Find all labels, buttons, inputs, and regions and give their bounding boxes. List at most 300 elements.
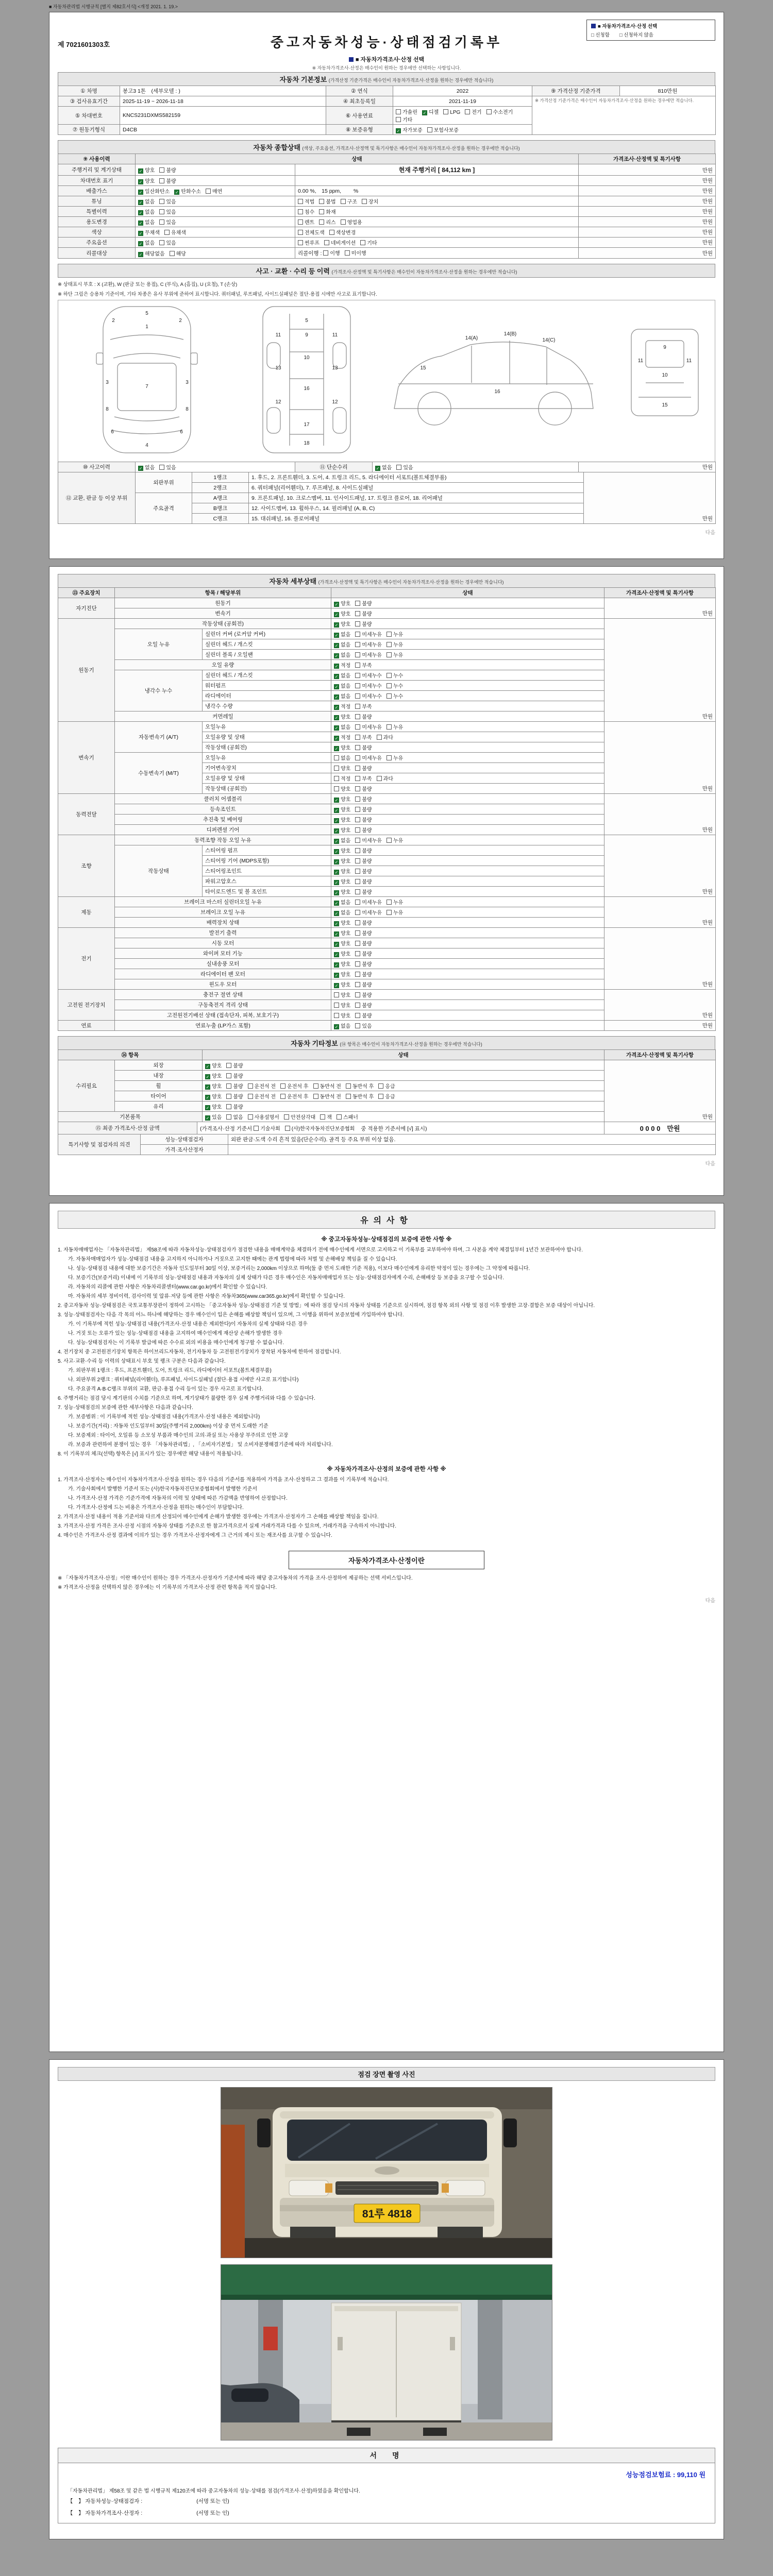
option-전기[interactable] — [465, 108, 481, 115]
checked-checkbox-icon[interactable] — [334, 849, 339, 854]
option-동반석 전[interactable] — [313, 1092, 341, 1100]
unchecked-checkbox-icon[interactable] — [170, 251, 175, 256]
option-없음[interactable] — [334, 836, 350, 844]
unchecked-checkbox-icon[interactable] — [355, 755, 360, 760]
option-양호[interactable] — [205, 1103, 222, 1110]
option-불량[interactable] — [355, 609, 372, 617]
option-있음[interactable] — [355, 1022, 372, 1029]
option-미세누수[interactable] — [355, 692, 382, 700]
unchecked-checkbox-icon[interactable] — [284, 1114, 289, 1120]
appraiser-signature-line[interactable]: 【 】 자동차가격조사·산정자 : (서명 또는 인) — [68, 2510, 229, 2516]
option-화재[interactable] — [319, 208, 335, 215]
checked-checkbox-icon[interactable] — [334, 664, 339, 669]
option-없음[interactable] — [138, 463, 155, 471]
option-잭[interactable] — [320, 1113, 332, 1121]
option-영업용[interactable] — [341, 218, 362, 226]
option-불량[interactable] — [355, 785, 372, 792]
unchecked-checkbox-icon[interactable] — [345, 250, 350, 256]
unchecked-checkbox-icon[interactable] — [159, 199, 164, 204]
option-양호[interactable] — [205, 1092, 222, 1100]
option-응급[interactable] — [378, 1082, 395, 1090]
checked-checkbox-icon[interactable] — [334, 674, 339, 679]
option-있음[interactable] — [205, 1113, 222, 1121]
option-없음[interactable] — [334, 1022, 350, 1029]
option-가솔린[interactable] — [396, 108, 417, 115]
unchecked-checkbox-icon[interactable] — [396, 465, 401, 470]
checked-checkbox-icon[interactable] — [334, 705, 339, 710]
unchecked-checkbox-icon[interactable] — [334, 992, 339, 997]
unchecked-checkbox-icon[interactable] — [386, 900, 392, 905]
option-불량[interactable] — [355, 991, 372, 998]
unchecked-checkbox-icon[interactable] — [334, 786, 339, 791]
option-없음[interactable] — [334, 682, 350, 689]
checked-checkbox-icon[interactable] — [138, 231, 143, 236]
unchecked-checkbox-icon[interactable] — [355, 961, 360, 967]
option-양호[interactable] — [334, 929, 350, 937]
unchecked-checkbox-icon[interactable] — [355, 673, 360, 678]
unchecked-checkbox-icon[interactable] — [319, 209, 324, 214]
option-미이행[interactable] — [345, 249, 366, 257]
unchecked-checkbox-icon[interactable] — [386, 910, 392, 915]
option-양호[interactable] — [138, 166, 155, 174]
option-누유[interactable] — [386, 898, 403, 906]
unchecked-checkbox-icon[interactable] — [355, 663, 360, 668]
unchecked-checkbox-icon[interactable] — [355, 807, 360, 812]
option-미세누수[interactable] — [355, 671, 382, 679]
option-적정[interactable] — [334, 702, 350, 710]
unchecked-checkbox-icon[interactable] — [226, 1083, 231, 1089]
option-양호[interactable] — [334, 764, 350, 772]
option-양호[interactable] — [334, 857, 350, 865]
checked-checkbox-icon[interactable] — [422, 110, 427, 115]
unchecked-checkbox-icon[interactable] — [226, 1104, 231, 1109]
checked-checkbox-icon[interactable] — [138, 168, 143, 174]
checked-checkbox-icon[interactable] — [334, 622, 339, 628]
option-양호[interactable] — [205, 1061, 222, 1069]
unchecked-checkbox-icon[interactable] — [355, 693, 360, 699]
unchecked-checkbox-icon[interactable] — [355, 827, 360, 833]
unchecked-checkbox-icon[interactable] — [386, 673, 392, 678]
unchecked-checkbox-icon[interactable] — [248, 1083, 253, 1089]
unchecked-checkbox-icon[interactable] — [280, 1094, 285, 1099]
unchecked-checkbox-icon[interactable] — [346, 1083, 351, 1089]
unchecked-checkbox-icon[interactable] — [465, 109, 470, 114]
checked-checkbox-icon[interactable] — [334, 870, 339, 875]
checked-checkbox-icon[interactable] — [334, 643, 339, 648]
unchecked-checkbox-icon[interactable] — [334, 776, 339, 781]
unchecked-checkbox-icon[interactable] — [159, 219, 164, 225]
checked-checkbox-icon[interactable] — [138, 190, 143, 195]
checked-checkbox-icon[interactable] — [334, 808, 339, 813]
option-네비게이션[interactable] — [324, 239, 356, 246]
unchecked-checkbox-icon[interactable] — [396, 117, 401, 122]
option-스패너[interactable] — [337, 1113, 358, 1121]
option-운전석 후[interactable] — [280, 1092, 308, 1100]
checked-checkbox-icon[interactable] — [334, 839, 339, 844]
checked-checkbox-icon[interactable] — [205, 1095, 210, 1100]
option-불량[interactable] — [355, 980, 372, 988]
option-썬루프[interactable] — [298, 239, 320, 246]
option-동반석 후[interactable] — [346, 1082, 374, 1090]
unchecked-checkbox-icon[interactable] — [337, 1114, 342, 1120]
option-유채색[interactable] — [164, 228, 186, 236]
option-미세누수[interactable] — [355, 682, 382, 689]
option-해당[interactable] — [170, 249, 186, 257]
option-양호[interactable] — [334, 939, 350, 947]
option-없음[interactable] — [334, 640, 350, 648]
unchecked-checkbox-icon[interactable] — [324, 240, 329, 245]
unchecked-checkbox-icon[interactable] — [355, 972, 360, 977]
checked-checkbox-icon[interactable] — [334, 911, 339, 916]
unchecked-checkbox-icon[interactable] — [159, 209, 164, 214]
unchecked-checkbox-icon[interactable] — [355, 920, 360, 925]
unchecked-checkbox-icon[interactable] — [360, 240, 365, 245]
option-불량[interactable] — [355, 795, 372, 803]
option-불량[interactable] — [226, 1092, 243, 1100]
unchecked-checkbox-icon[interactable] — [280, 1083, 285, 1089]
unchecked-checkbox-icon[interactable] — [378, 1094, 383, 1099]
unchecked-checkbox-icon[interactable] — [298, 209, 303, 214]
unchecked-checkbox-icon[interactable] — [206, 189, 211, 194]
checked-checkbox-icon[interactable] — [334, 715, 339, 720]
unchecked-checkbox-icon[interactable] — [355, 745, 360, 750]
option-불량[interactable] — [355, 970, 372, 978]
option-누유[interactable] — [386, 723, 403, 731]
option-누유[interactable] — [386, 754, 403, 761]
option-양호[interactable] — [334, 980, 350, 988]
option-미세누유[interactable] — [355, 723, 382, 731]
option-침수[interactable] — [298, 208, 314, 215]
unchecked-checkbox-icon[interactable] — [355, 889, 360, 894]
option-양호[interactable] — [334, 743, 350, 751]
option-양호[interactable] — [334, 795, 350, 803]
unchecked-checkbox-icon[interactable] — [378, 1083, 383, 1089]
option-수소전기[interactable] — [486, 108, 513, 115]
checked-checkbox-icon[interactable] — [375, 466, 380, 471]
option-불량[interactable] — [355, 620, 372, 628]
option-불량[interactable] — [355, 713, 372, 720]
option-양호[interactable] — [334, 816, 350, 823]
unchecked-checkbox-icon[interactable] — [320, 1114, 325, 1120]
option-적정[interactable] — [334, 774, 350, 782]
checked-checkbox-icon[interactable] — [334, 746, 339, 751]
option-box-choices[interactable]: □ 신청함 □ 신청하지 않음 — [591, 32, 653, 38]
option-구조[interactable] — [341, 197, 357, 205]
unchecked-checkbox-icon[interactable] — [334, 1003, 339, 1008]
unchecked-checkbox-icon[interactable] — [355, 838, 360, 843]
option-양호[interactable] — [334, 805, 350, 813]
option-누수[interactable] — [386, 682, 403, 689]
option-불량[interactable] — [355, 950, 372, 957]
unchecked-checkbox-icon[interactable] — [355, 786, 360, 791]
checked-checkbox-icon[interactable] — [334, 962, 339, 968]
checked-checkbox-icon[interactable] — [334, 859, 339, 865]
checked-checkbox-icon[interactable] — [334, 725, 339, 731]
option-미세누유[interactable] — [355, 898, 382, 906]
unchecked-checkbox-icon[interactable] — [355, 900, 360, 905]
option-없음[interactable] — [334, 671, 350, 679]
checked-checkbox-icon[interactable] — [205, 1115, 210, 1121]
option-있음[interactable] — [159, 218, 176, 226]
option-부족[interactable] — [355, 661, 372, 669]
unchecked-checkbox-icon[interactable] — [355, 930, 360, 936]
option-미세누유[interactable] — [355, 836, 382, 844]
unchecked-checkbox-icon[interactable] — [355, 611, 360, 616]
unchecked-checkbox-icon[interactable] — [329, 230, 334, 235]
option-운전석 전[interactable] — [248, 1082, 276, 1090]
option-탄화수소[interactable] — [174, 187, 201, 195]
unchecked-checkbox-icon[interactable] — [313, 1094, 318, 1099]
unchecked-checkbox-icon[interactable] — [341, 219, 346, 225]
option-불량[interactable] — [355, 939, 372, 947]
unchecked-checkbox-icon[interactable] — [386, 724, 392, 730]
unchecked-checkbox-icon[interactable] — [334, 1013, 339, 1018]
checked-checkbox-icon[interactable] — [138, 200, 143, 205]
checked-checkbox-icon[interactable] — [334, 942, 339, 947]
option-리스[interactable] — [319, 218, 335, 226]
unchecked-checkbox-icon[interactable] — [377, 735, 382, 740]
option-적정[interactable] — [334, 733, 350, 741]
checked-checkbox-icon[interactable] — [334, 952, 339, 957]
option-보험사보증[interactable] — [427, 126, 459, 133]
unchecked-checkbox-icon[interactable] — [355, 652, 360, 657]
option-없음[interactable] — [334, 723, 350, 731]
option-미세누유[interactable] — [355, 908, 382, 916]
checked-checkbox-icon[interactable] — [334, 602, 339, 607]
unchecked-checkbox-icon[interactable] — [226, 1063, 231, 1068]
option-누유[interactable] — [386, 836, 403, 844]
option-안전삼각대[interactable] — [284, 1113, 315, 1121]
checked-checkbox-icon[interactable] — [334, 931, 339, 937]
checked-checkbox-icon[interactable] — [174, 190, 179, 195]
option-누유[interactable] — [386, 630, 403, 638]
checked-checkbox-icon[interactable] — [138, 466, 143, 471]
unchecked-checkbox-icon[interactable] — [355, 1023, 360, 1028]
option-누유[interactable] — [386, 908, 403, 916]
option-있음[interactable] — [159, 239, 176, 246]
option-불량[interactable] — [355, 743, 372, 751]
option-불량[interactable] — [226, 1103, 243, 1110]
option-불량[interactable] — [226, 1072, 243, 1079]
unchecked-checkbox-icon[interactable] — [164, 230, 170, 235]
option-무채색[interactable] — [138, 228, 160, 236]
option-양호[interactable] — [334, 919, 350, 926]
option-불량[interactable] — [355, 1001, 372, 1009]
option-적정[interactable] — [334, 661, 350, 669]
unchecked-checkbox-icon[interactable] — [355, 642, 360, 647]
unchecked-checkbox-icon[interactable] — [159, 240, 164, 245]
unchecked-checkbox-icon[interactable] — [355, 951, 360, 956]
option-디젤[interactable] — [422, 108, 439, 115]
option-불량[interactable] — [355, 929, 372, 937]
unchecked-checkbox-icon[interactable] — [355, 910, 360, 915]
unchecked-checkbox-icon[interactable] — [226, 1073, 231, 1078]
unchecked-checkbox-icon[interactable] — [313, 1083, 318, 1089]
option-있음[interactable] — [159, 197, 176, 205]
unchecked-checkbox-icon[interactable] — [285, 1126, 290, 1131]
option-불량[interactable] — [159, 177, 176, 184]
unchecked-checkbox-icon[interactable] — [334, 766, 339, 771]
unchecked-checkbox-icon[interactable] — [248, 1114, 253, 1120]
unchecked-checkbox-icon[interactable] — [355, 621, 360, 626]
option-양호[interactable] — [205, 1082, 222, 1090]
option-불법[interactable] — [319, 197, 335, 205]
unchecked-checkbox-icon[interactable] — [377, 776, 382, 781]
option-양호[interactable] — [334, 960, 350, 968]
option-누수[interactable] — [386, 692, 403, 700]
unchecked-checkbox-icon[interactable] — [362, 199, 367, 204]
option-양호[interactable] — [334, 713, 350, 720]
unchecked-checkbox-icon[interactable] — [427, 127, 432, 132]
checked-checkbox-icon[interactable] — [334, 901, 339, 906]
option-없음[interactable] — [334, 692, 350, 700]
unchecked-checkbox-icon[interactable] — [355, 632, 360, 637]
option-부족[interactable] — [355, 702, 372, 710]
unchecked-checkbox-icon[interactable] — [355, 941, 360, 946]
option-자가보증[interactable] — [396, 126, 423, 133]
option-해당없음[interactable] — [138, 249, 165, 257]
option-양호[interactable] — [334, 1011, 350, 1019]
option-색상변경[interactable] — [329, 228, 356, 236]
unchecked-checkbox-icon[interactable] — [355, 848, 360, 853]
option-불량[interactable] — [355, 867, 372, 875]
checked-checkbox-icon[interactable] — [334, 684, 339, 689]
option-불량[interactable] — [355, 805, 372, 813]
option-이행[interactable] — [323, 249, 340, 257]
checked-checkbox-icon[interactable] — [205, 1084, 210, 1090]
unchecked-checkbox-icon[interactable] — [226, 1094, 231, 1099]
option-없음[interactable] — [226, 1113, 243, 1121]
option-불량[interactable] — [226, 1061, 243, 1069]
option-없음[interactable] — [138, 208, 155, 215]
option-부족[interactable] — [355, 774, 372, 782]
option-과다[interactable] — [377, 774, 393, 782]
unchecked-checkbox-icon[interactable] — [355, 982, 360, 987]
option-양호[interactable] — [334, 826, 350, 834]
unchecked-checkbox-icon[interactable] — [341, 199, 346, 204]
option-있음[interactable] — [159, 208, 176, 215]
unchecked-checkbox-icon[interactable] — [298, 219, 303, 225]
option-없음[interactable] — [375, 463, 392, 471]
option-양호[interactable] — [138, 177, 155, 184]
option-양호[interactable] — [334, 599, 350, 607]
option-양호[interactable] — [334, 950, 350, 957]
unchecked-checkbox-icon[interactable] — [355, 817, 360, 822]
option-부족[interactable] — [355, 733, 372, 741]
option-불량[interactable] — [355, 919, 372, 926]
option-양호[interactable] — [334, 620, 350, 628]
checked-checkbox-icon[interactable] — [334, 973, 339, 978]
option-불량[interactable] — [355, 888, 372, 895]
option-불량[interactable] — [355, 877, 372, 885]
unchecked-checkbox-icon[interactable] — [334, 755, 339, 760]
inspector-signature-line[interactable]: 【 】 자동차성능·상태점검자 : (서명 또는 인) — [68, 2498, 229, 2504]
option-없음[interactable] — [334, 651, 350, 658]
unchecked-checkbox-icon[interactable] — [443, 109, 448, 114]
unchecked-checkbox-icon[interactable] — [386, 642, 392, 647]
unchecked-checkbox-icon[interactable] — [386, 693, 392, 699]
unchecked-checkbox-icon[interactable] — [159, 465, 164, 470]
checked-checkbox-icon[interactable] — [334, 694, 339, 700]
option-있음[interactable] — [396, 463, 413, 471]
checked-checkbox-icon[interactable] — [334, 736, 339, 741]
option-미세누유[interactable] — [355, 754, 382, 761]
option-없음[interactable] — [334, 908, 350, 916]
option-운전석 후[interactable] — [280, 1082, 308, 1090]
unchecked-checkbox-icon[interactable] — [386, 652, 392, 657]
option-없음[interactable] — [138, 239, 155, 246]
option-불량[interactable] — [355, 857, 372, 865]
checked-checkbox-icon[interactable] — [334, 798, 339, 803]
checked-checkbox-icon[interactable] — [205, 1105, 210, 1110]
option-불량[interactable] — [355, 826, 372, 834]
option-사용설명서[interactable] — [248, 1113, 279, 1121]
unchecked-checkbox-icon[interactable] — [355, 704, 360, 709]
option-(사)한국자동차진단보증협회[interactable] — [285, 1124, 355, 1132]
unchecked-checkbox-icon[interactable] — [355, 714, 360, 719]
unchecked-checkbox-icon[interactable] — [355, 601, 360, 606]
checked-checkbox-icon[interactable] — [138, 221, 143, 226]
option-없음[interactable] — [334, 630, 350, 638]
option-누유[interactable] — [386, 640, 403, 648]
unchecked-checkbox-icon[interactable] — [386, 755, 392, 760]
option-LPG[interactable] — [443, 109, 460, 115]
option-동반석 후[interactable] — [346, 1092, 374, 1100]
option-양호[interactable] — [334, 867, 350, 875]
option-적법[interactable] — [298, 197, 314, 205]
unchecked-checkbox-icon[interactable] — [355, 776, 360, 781]
unchecked-checkbox-icon[interactable] — [396, 109, 401, 114]
option-미세누유[interactable] — [355, 651, 382, 658]
unchecked-checkbox-icon[interactable] — [386, 632, 392, 637]
option-미세누유[interactable] — [355, 630, 382, 638]
option-매연[interactable] — [206, 187, 222, 195]
checked-checkbox-icon[interactable] — [334, 880, 339, 885]
unchecked-checkbox-icon[interactable] — [159, 178, 164, 183]
option-과다[interactable] — [377, 733, 393, 741]
checked-checkbox-icon[interactable] — [138, 252, 143, 257]
checked-checkbox-icon[interactable] — [138, 179, 143, 184]
option-양호[interactable] — [205, 1072, 222, 1079]
unchecked-checkbox-icon[interactable] — [386, 683, 392, 688]
unchecked-checkbox-icon[interactable] — [355, 858, 360, 863]
option-동반석 전[interactable] — [313, 1082, 341, 1090]
option-전체도색[interactable] — [298, 228, 325, 236]
option-없음[interactable] — [138, 218, 155, 226]
checked-checkbox-icon[interactable] — [334, 818, 339, 823]
option-기술사회[interactable] — [254, 1124, 280, 1132]
option-누수[interactable] — [386, 671, 403, 679]
unchecked-checkbox-icon[interactable] — [355, 683, 360, 688]
option-불량[interactable] — [355, 960, 372, 968]
unchecked-checkbox-icon[interactable] — [355, 796, 360, 802]
option-불량[interactable] — [159, 166, 176, 174]
option-양호[interactable] — [334, 609, 350, 617]
option-불량[interactable] — [355, 764, 372, 772]
option-없음[interactable] — [138, 197, 155, 205]
option-양호[interactable] — [334, 888, 350, 895]
unchecked-checkbox-icon[interactable] — [355, 735, 360, 740]
option-없음[interactable] — [334, 898, 350, 906]
option-누유[interactable] — [386, 651, 403, 658]
option-렌트[interactable] — [298, 218, 314, 226]
checked-checkbox-icon[interactable] — [334, 890, 339, 895]
option-불량[interactable] — [355, 846, 372, 854]
option-양호[interactable] — [334, 970, 350, 978]
unchecked-checkbox-icon[interactable] — [486, 109, 492, 114]
unchecked-checkbox-icon[interactable] — [248, 1094, 253, 1099]
checked-checkbox-icon[interactable] — [138, 241, 143, 246]
